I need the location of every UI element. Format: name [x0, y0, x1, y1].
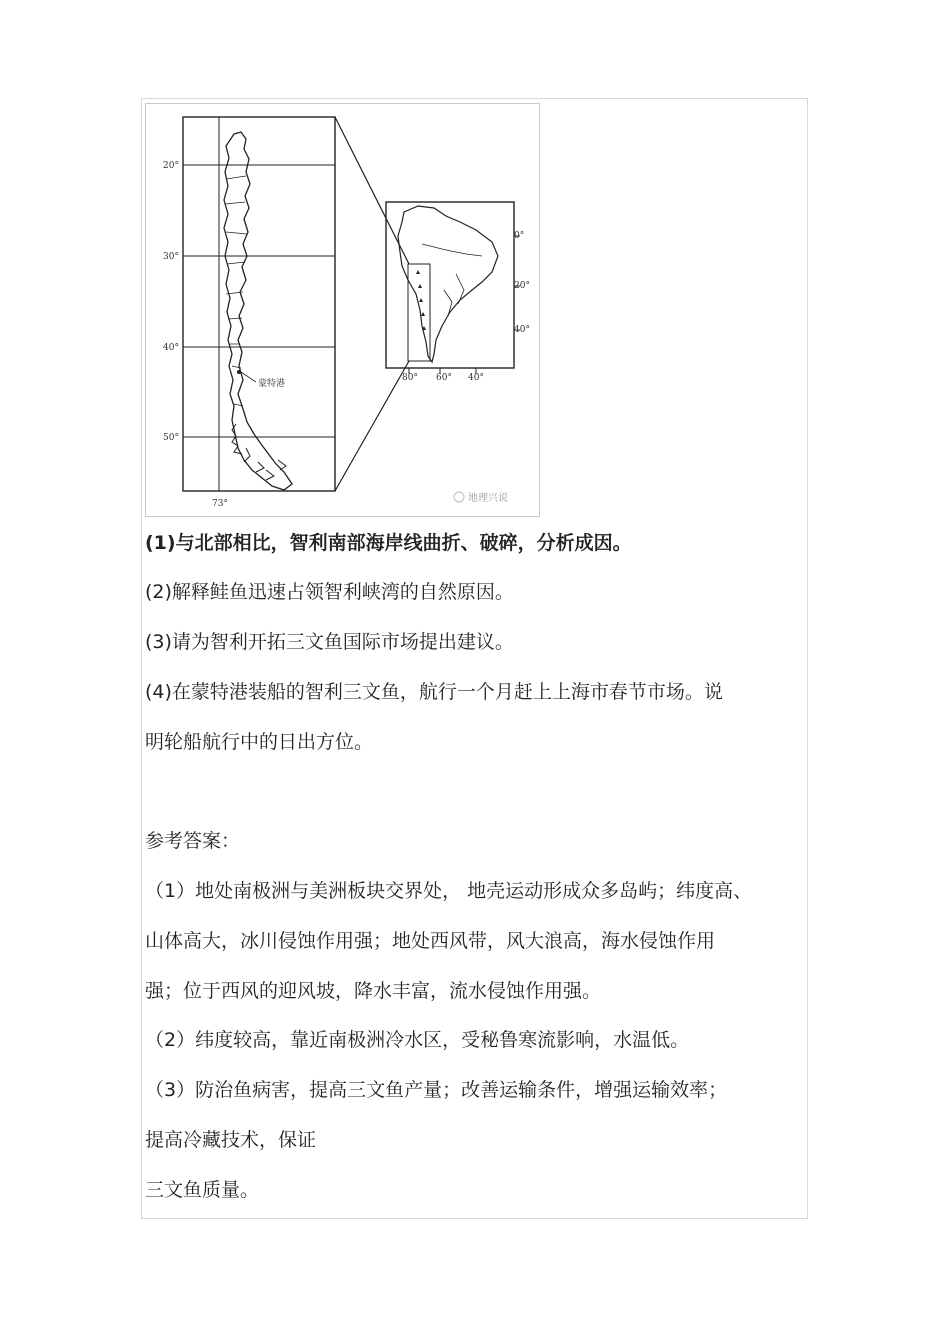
south-america-outline — [398, 206, 498, 362]
sa-lon-label-40: 40° — [468, 373, 484, 383]
lon-label-73: 73° — [212, 499, 228, 509]
answer-1-line-3: 强；位于西风的迎风坡，降水丰富，流水侵蚀作用强。 — [145, 980, 602, 1002]
sa-lat-label-40: 40° — [514, 325, 530, 335]
map-figure — [145, 103, 540, 517]
chile-outline — [224, 132, 292, 490]
port-label: 蒙特港 — [258, 379, 286, 389]
answer-2: （2）纬度较高，靠近南极洲冷水区，受秘鲁寒流影响，水温低。 — [145, 1029, 690, 1051]
lat-label-40: 40° — [163, 343, 179, 353]
lat-label-20: 20° — [163, 161, 179, 171]
sa-lat-label-20: 20° — [514, 281, 530, 291]
question-2: (2)解释鲑鱼迅速占领智利峡湾的自然原因。 — [145, 581, 514, 603]
connector-top — [335, 117, 409, 264]
sa-lon-label-80: 80° — [402, 373, 418, 383]
chile-map-frame — [183, 117, 335, 491]
sa-lon-label-60: 60° — [436, 373, 452, 383]
watermark-text: 地理兴说 — [468, 493, 508, 504]
port-marker — [237, 370, 241, 374]
map-svg — [146, 104, 541, 518]
question-1: (1)与北部相比，智利南部海岸线曲折、破碎，分析成因。 — [145, 532, 632, 554]
answer-header: 参考答案： — [145, 830, 241, 852]
lat-label-30: 30° — [163, 252, 179, 262]
question-4-line-2: 明轮船航行中的日出方位。 — [145, 731, 374, 753]
sa-lat-label-0: 0° — [514, 231, 525, 241]
question-4-line-1: (4)在蒙特港装船的智利三文鱼，航行一个月赶上上海市春节市场。说 — [145, 681, 723, 703]
connector-bottom — [335, 361, 409, 491]
answer-1-line-2: 山体高大，冰川侵蚀作用强；地处西风带，风大浪高，海水侵蚀作用 — [145, 930, 716, 952]
answer-3-line-2: 提高冷藏技术，保证 — [145, 1129, 317, 1151]
lat-label-50: 50° — [163, 433, 179, 443]
question-3: (3)请为智利开拓三文鱼国际市场提出建议。 — [145, 631, 514, 653]
answer-3-line-3: 三文鱼质量。 — [145, 1179, 260, 1201]
watermark-icon — [454, 492, 464, 502]
answer-1-line-1: （1）地处南极洲与美洲板块交界处， 地壳运动形成众多岛屿；纬度高、 — [145, 880, 753, 902]
answer-3-line-1: （3）防治鱼病害，提高三文鱼产量；改善运输条件，增强运输效率； — [145, 1079, 728, 1101]
sa-map-frame — [386, 202, 514, 368]
